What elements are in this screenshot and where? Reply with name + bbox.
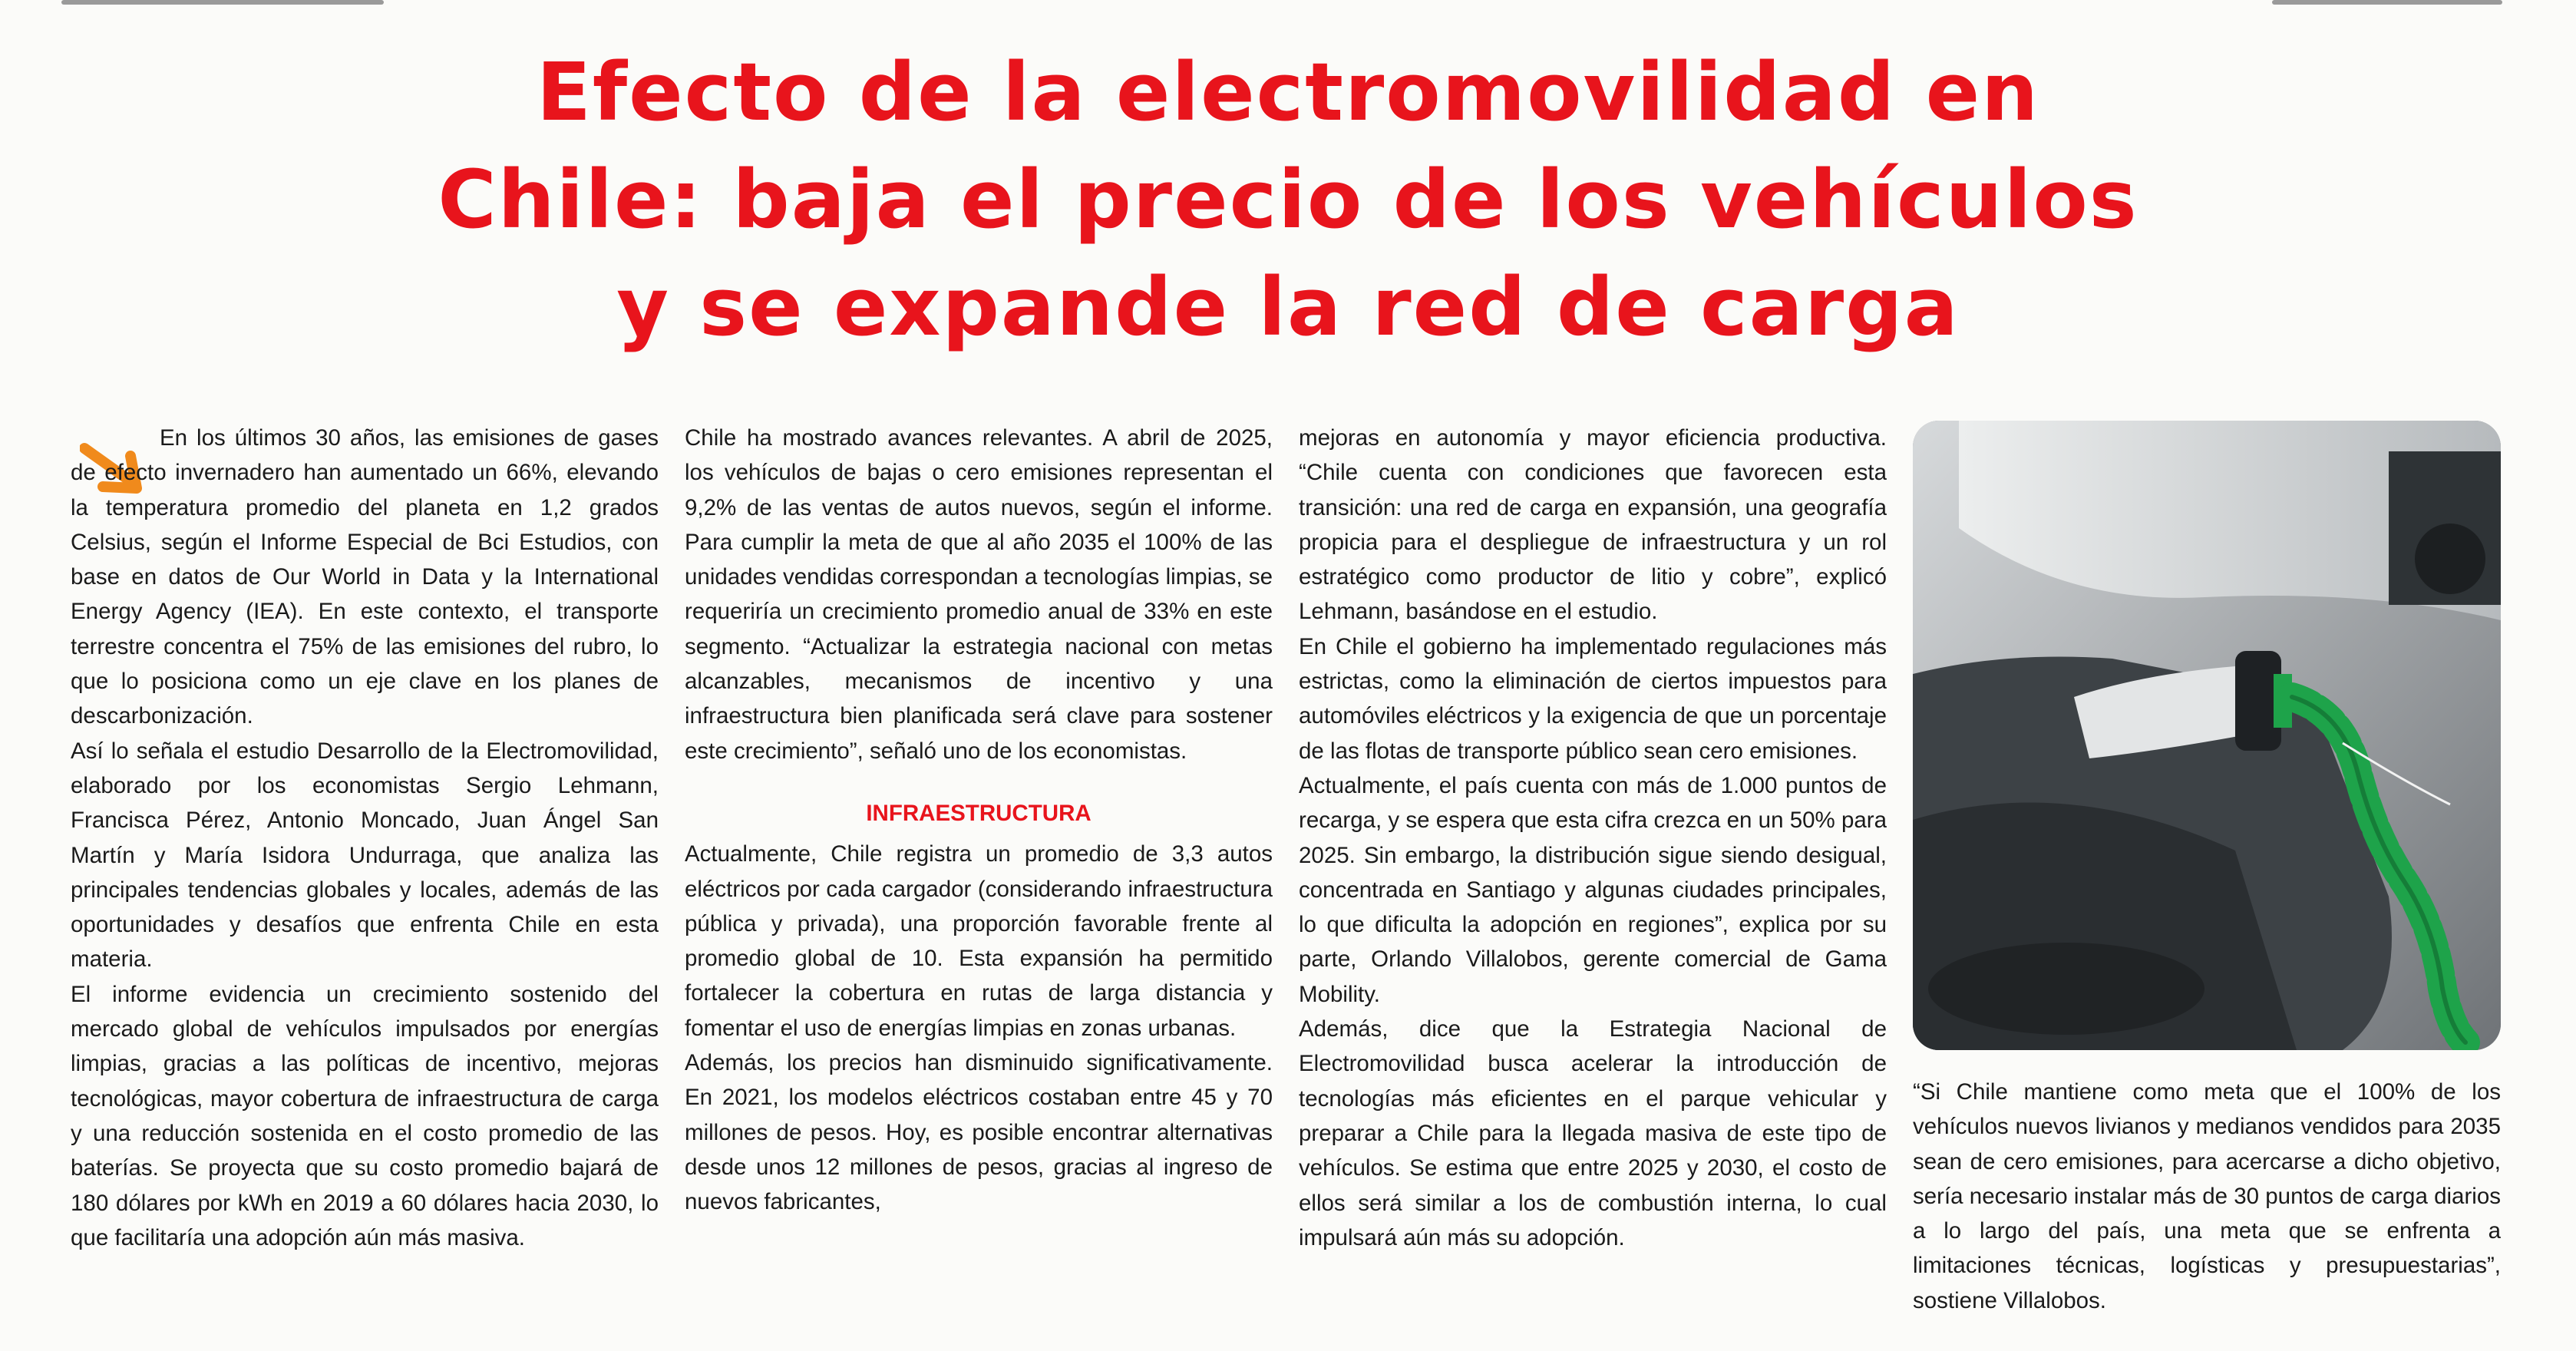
headline-line-3: y se expande la red de carga — [616, 260, 1960, 354]
section-title: INFRAESTRUCTURA — [866, 800, 1091, 826]
paragraph — [71, 421, 659, 734]
ev-charger-illustration — [1913, 421, 2501, 1050]
headline — [0, 38, 2576, 361]
top-edge-mark-right — [2272, 0, 2502, 5]
paragraph: El informe evidencia un crecimiento sostenido del mercado global de vehículos impulsados por energías limpias, gracias a las políticas de incentivo, mejoras tecnológicas, mayor cobertura de infraestructura de carga y una reducción sostenida en el costo promedio de las baterías. Se proyecta que su costo promedio bajará de 180 dólares por kWh en 2019 a 60 dólares hacia 2030, lo que facilitaría una adopción aún más masiva. — [71, 981, 659, 1250]
caption-text: “Si Chile mantiene como meta que el 100% de los vehículos nuevos livianos y medianos vendidos para 2035 sean de cero emisiones, para acercarse a dicho objetivo, sería necesario instalar más de 30 puntos de carga diarios a lo largo del país, una meta que se enfrenta a limitaciones técnicas, logísticas y presupuestarias”, sostiene Villalobos. — [1913, 1079, 2501, 1313]
article-column-2 — [685, 421, 1273, 1220]
paragraph: Además, dice que la Estrategia Nacional de Electromovilidad busca acelerar la introducción de tecnologías más eficientes en el parque vehicular y preparar a Chile para la llegada masiva de este tipo de vehículos. Se estima que entre 2025 y 2030, el costo de ellos será similar a los de combustión interna, lo cual impulsará aún más su adopción. — [1299, 1016, 1887, 1250]
paragraph: En Chile el gobierno ha implementado regulaciones más estrictas, como la eliminación de ciertos impuestos para automóviles eléctricos y la exigencia de que un porcentaje de las flotas de transporte público sean cero emisiones. — [1299, 633, 1887, 764]
headline-line-2: Chile: baja el precio de los vehículos — [438, 153, 2138, 246]
photo-caption — [1913, 1075, 2501, 1318]
article-column-1 — [71, 421, 659, 1255]
paragraph: Chile ha mostrado avances relevantes. A abril de 2025, los vehículos de bajas o cero emisiones representan el 9,2% de las ventas de autos nuevos, según el informe. Para cumplir la meta de que al año 2035 el 100% de las unidades vendidas correspondan a tecnologías limpias, se requeriría un crecimiento promedio anual de 33% en este segmento. “Actualizar la estrategia nacional con metas alcanzables, mecanismos de incentivo y una infraestructura bien planificada será clave para sostener este crecimiento”, señaló uno de los economistas. — [685, 425, 1273, 764]
paragraph: Actualmente, Chile registra un promedio de 3,3 autos eléctricos por cada cargador (considerando infraestructura pública y privada), una proporción favorable frente al promedio global de 10. Esta expansión ha permitido fortalecer la cobertura en rutas de larga distancia y fomentar el uso de energías limpias en zonas urbanas. — [685, 841, 1273, 1041]
top-edge-mark-left — [61, 0, 384, 5]
paragraph: mejoras en autonomía y mayor eficiencia productiva. “Chile cuenta con condiciones que favorecen esta transición: una red de carga en expansión, una geografía propicia para el despliegue de infraestructura y un rol estratégico como productor de litio y cobre”, explicó Lehmann, basándose en el estudio. — [1299, 425, 1887, 625]
ev-charger-photo — [1913, 421, 2501, 1050]
article-column-3 — [1299, 421, 1887, 1255]
paragraph: Así lo señala el estudio Desarrollo de la Electromovilidad, elaborado por los economistas Sergio Lehmann, Francisca Pérez, Antonio Moncado, Juan Ángel San Martín y María Isidora Undurraga, que analiza las principales tendencias globales y locales, además de las oportunidades y desafíos que enfrenta Chile en esta materia. — [71, 738, 659, 973]
paragraph-text: En los últimos 30 años, las emisiones de gases de efecto invernadero han aumentado un 66%, elevando la temperatura promedio del planeta en 1,2 grados Celsius, según el Informe Especial de Bci Estudios, con base en datos de Our World in Data y la International Energy Agency (IEA). En este contexto, el transporte terrestre concentra el 75% de las emisiones del rubro, lo que lo posiciona como un eje clave en los planes de descarbonización. — [71, 425, 659, 729]
headline-line-1: Efecto de la electromovilidad en — [536, 45, 2040, 139]
paragraph: Además, los precios han disminuido significativamente. En 2021, los modelos eléctricos costaban entre 45 y 70 millones de pesos. Hoy, es posible encontrar alternativas desde unos 12 millones de pesos, gracias al ingreso de nuevos fabricantes, — [685, 1050, 1273, 1215]
paragraph: Actualmente, el país cuenta con más de 1.000 puntos de recarga, y se espera que esta cifra crezca en un 50% para 2025. Sin embargo, la distribución sigue siendo desigual, concentrada en Santiago y algunas ciudades principales, lo que dificulta la adopción en regiones”, explica por su parte, Orlando Villalobos, gerente comercial de Gama Mobility. — [1299, 772, 1887, 1007]
